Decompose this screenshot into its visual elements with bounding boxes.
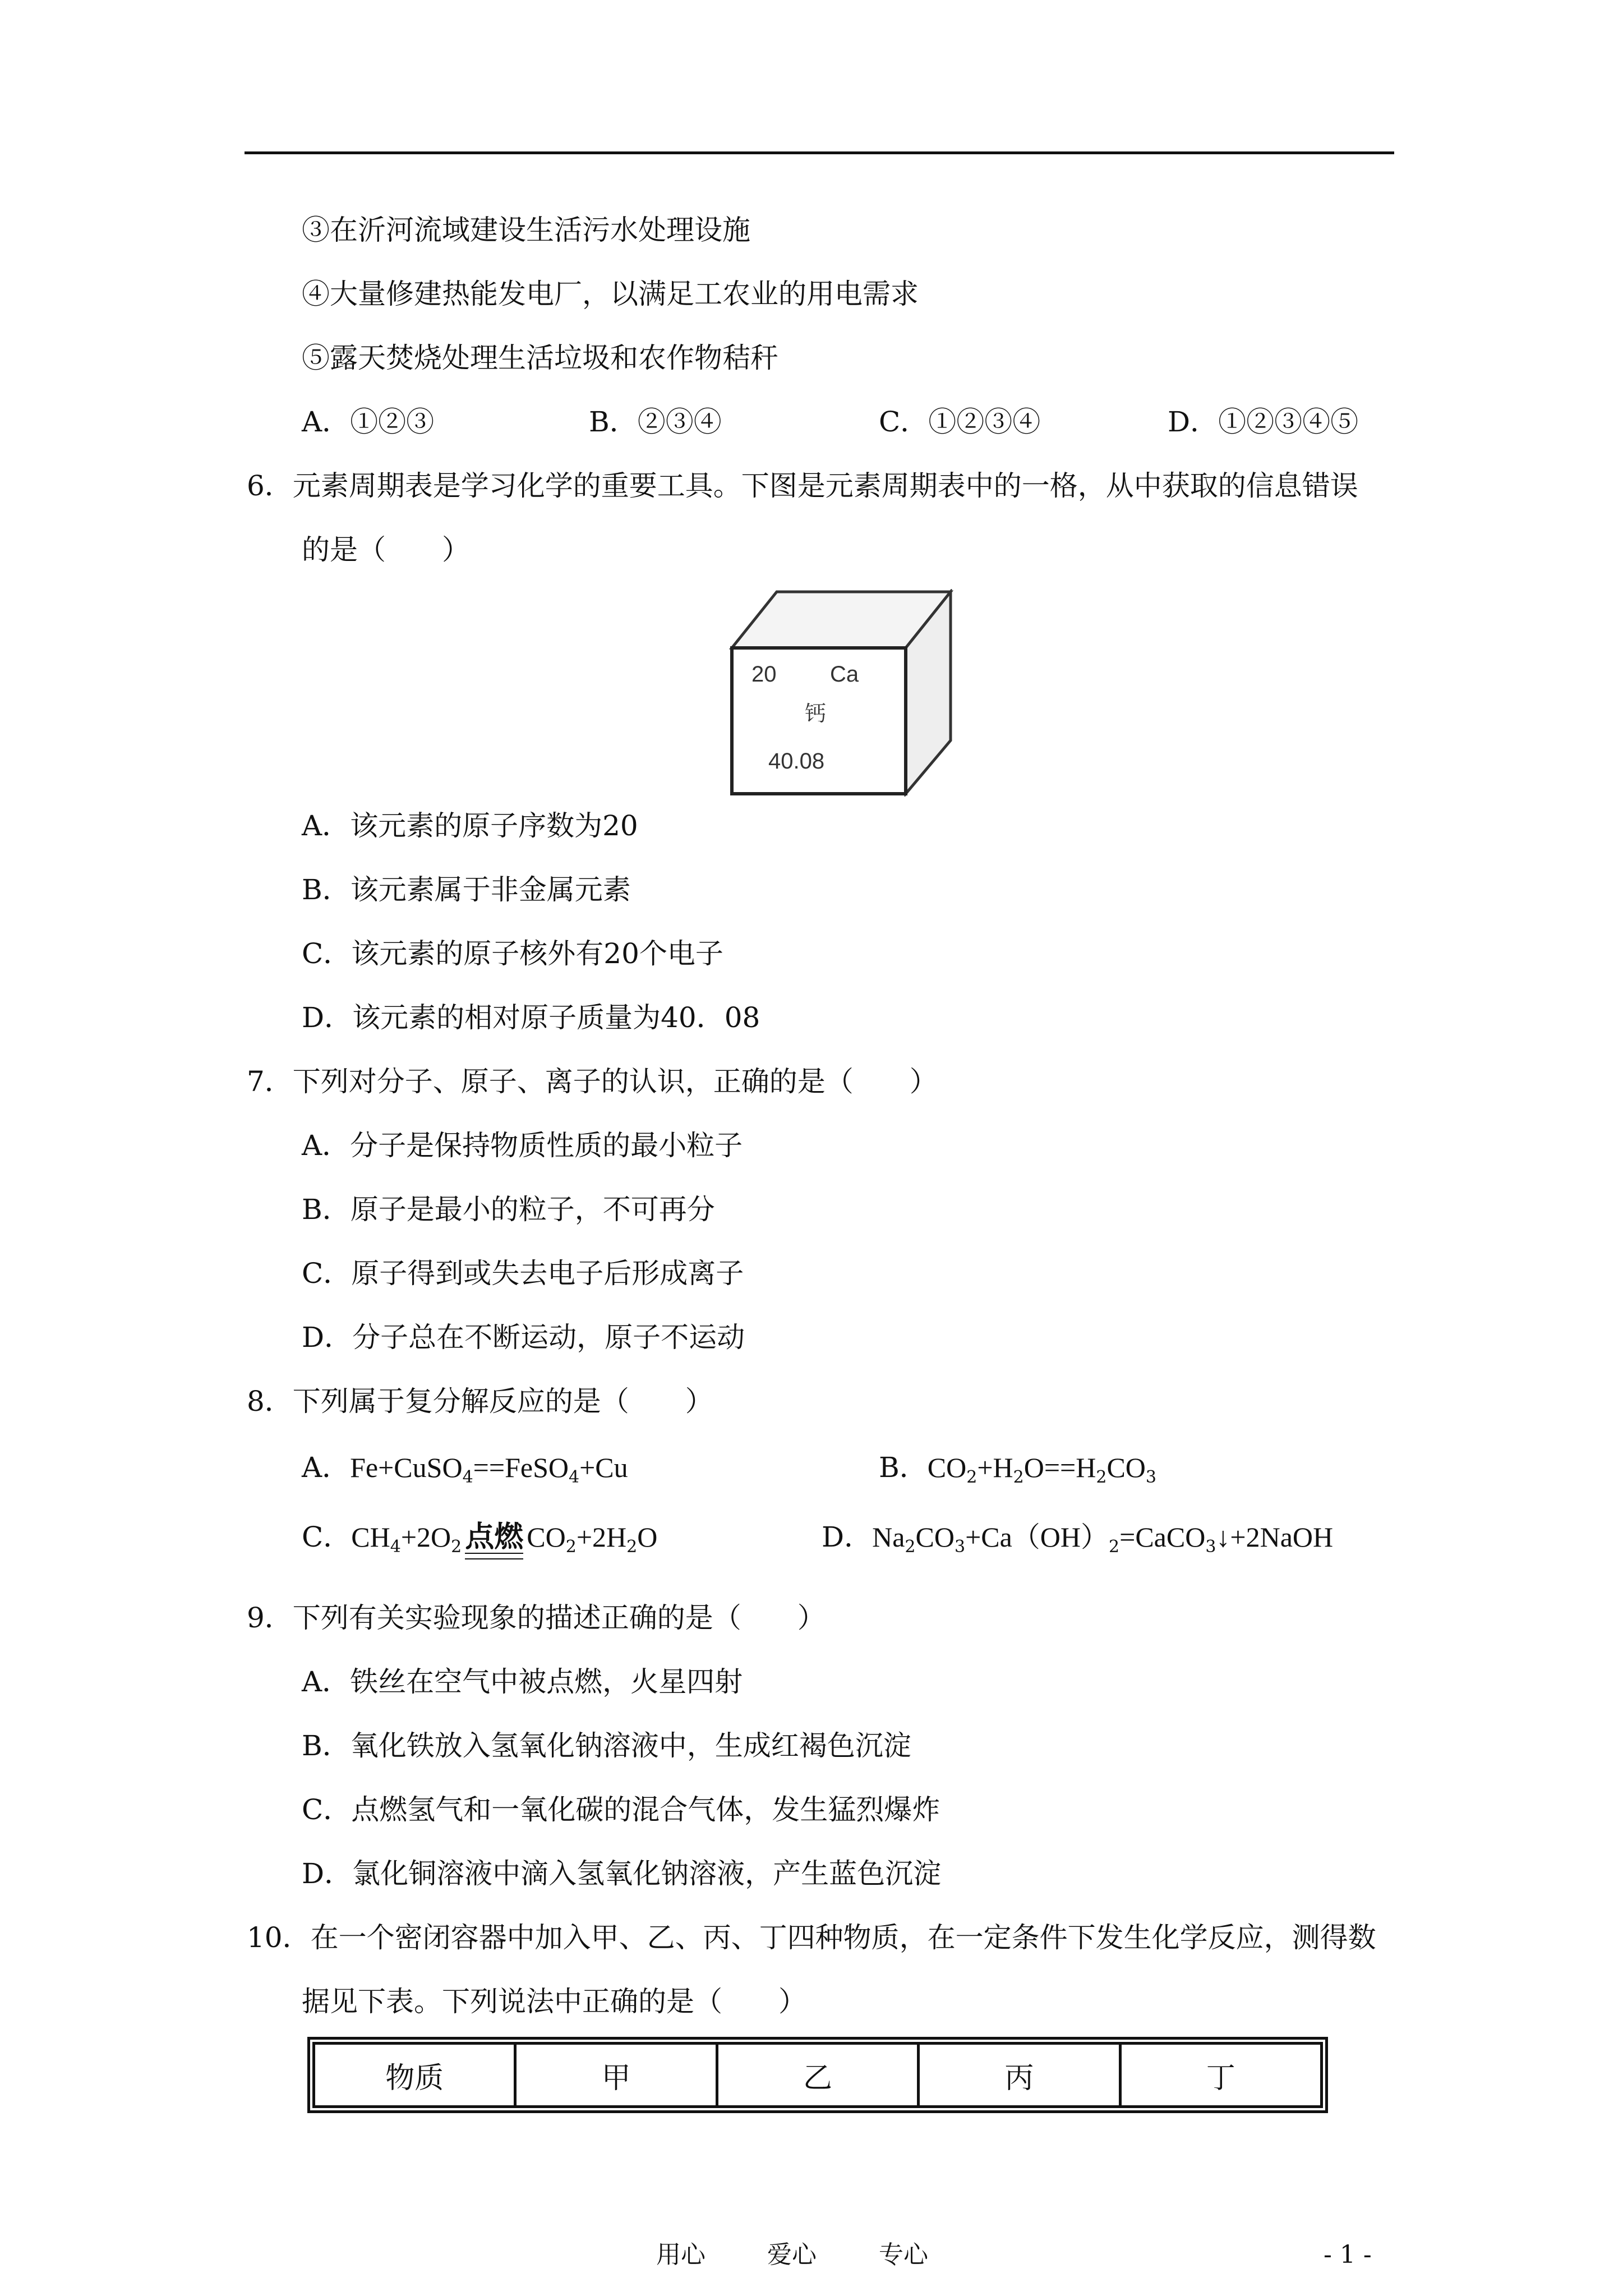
- formula-part: CO: [527, 1521, 566, 1553]
- cell-element-name: 钙: [805, 701, 827, 726]
- footer-motto-1: 用心: [656, 2240, 706, 2269]
- q9-option-d: D．氯化铜溶液中滴入氢氧化钠溶液，产生蓝色沉淀: [302, 1857, 942, 1890]
- q8-option-d: [822, 1520, 1333, 1564]
- cell-atomic-number: 20: [751, 662, 777, 687]
- q8-option-a: [302, 1451, 628, 1494]
- q9-stem: 9．下列有关实验现象的描述正确的是（ ）: [247, 1602, 826, 1634]
- list-item: ⑤露天焚烧处理生活垃圾和农作物秸秆: [302, 342, 778, 374]
- formula-part: O==H: [1023, 1452, 1096, 1483]
- footer-motto-2: 爱心: [767, 2240, 817, 2269]
- table-header-cell: 乙: [717, 2044, 918, 2107]
- subscript: 2: [565, 1537, 577, 1557]
- q7-option-d: D．分子总在不断运动，原子不运动: [302, 1321, 745, 1354]
- q8-stem: 8．下列属于复分解反应的是（ ）: [247, 1385, 713, 1418]
- periodic-table-cell-figure: [729, 589, 953, 797]
- table-header-row: [314, 2044, 1322, 2107]
- subscript: 3: [1145, 1467, 1156, 1487]
- q7-option-c: C．原子得到或失去电子后形成离子: [302, 1257, 744, 1290]
- header-rule: [245, 151, 1394, 154]
- formula-part: +2O: [400, 1521, 451, 1553]
- table-header-cell: 丙: [919, 2044, 1120, 2107]
- q7-option-a: A．分子是保持物质性质的最小粒子: [302, 1129, 743, 1162]
- q10-stem: 10．在一个密闭容器中加入甲、乙、丙、丁四种物质，在一定条件下发生化学反应，测得数: [247, 1921, 1376, 1954]
- formula-part: =CaCO: [1119, 1521, 1206, 1553]
- page-number: - 1 -: [1324, 2240, 1372, 2269]
- reaction-condition: 点燃: [465, 1520, 524, 1554]
- subscript: 2: [1109, 1537, 1120, 1557]
- formula-part: +H: [977, 1452, 1013, 1483]
- subscript: 2: [626, 1537, 638, 1557]
- formula-part: Fe+CuSO: [350, 1452, 463, 1483]
- subscript: 4: [568, 1467, 580, 1487]
- subscript: 2: [966, 1467, 978, 1487]
- subscript: 3: [1205, 1537, 1216, 1557]
- q9-option-b: B．氧化铁放入氢氧化钠溶液中，生成红褐色沉淀: [302, 1729, 911, 1762]
- formula-part: +2H: [576, 1521, 627, 1553]
- formula-part: +Cu: [579, 1452, 628, 1483]
- q6-option-c: C．该元素的原子核外有20个电子: [302, 937, 723, 970]
- q6-option-d: D．该元素的相对原子质量为40．08: [302, 1001, 760, 1034]
- table-header-cell: 物质: [314, 2044, 515, 2107]
- list-item: ③在沂河流域建设生活污水处理设施: [302, 214, 750, 246]
- subscript: 4: [462, 1467, 473, 1487]
- q6-stem-cont: 的是（ ）: [302, 533, 470, 566]
- table-header-cell: 丁: [1120, 2044, 1321, 2107]
- q5-option-c: C．①②③④: [879, 406, 1041, 438]
- formula-part: CO: [927, 1452, 967, 1483]
- q6-option-b: B．该元素属于非金属元素: [302, 873, 631, 906]
- footer-motto-3: 专心: [879, 2240, 928, 2269]
- q7-option-b: B．原子是最小的粒子，不可再分: [302, 1193, 715, 1226]
- option-prefix: C．: [302, 1521, 352, 1553]
- substance-data-table: [312, 2042, 1323, 2108]
- formula-part: CH: [351, 1521, 390, 1553]
- subscript: 2: [451, 1537, 462, 1557]
- q9-option-c: C．点燃氢气和一氧化碳的混合气体，发生猛烈爆炸: [302, 1793, 940, 1826]
- subscript: 4: [390, 1537, 401, 1557]
- q6-stem: 6．元素周期表是学习化学的重要工具。下图是元素周期表中的一格，从中获取的信息错误: [247, 470, 1358, 502]
- formula-part: O: [637, 1521, 658, 1553]
- q8-option-b: [879, 1451, 1156, 1494]
- subscript: 2: [1013, 1467, 1024, 1487]
- q5-option-a: A．①②③: [302, 406, 435, 438]
- q7-stem: 7．下列对分子、原子、离子的认识，正确的是（ ）: [247, 1065, 938, 1098]
- list-item: ④大量修建热能发电厂，以满足工农业的用电需求: [302, 278, 919, 310]
- formula-part: CO: [1106, 1452, 1146, 1483]
- q8-option-c: [302, 1520, 657, 1564]
- subscript: 3: [954, 1537, 966, 1557]
- subscript: 2: [1096, 1467, 1107, 1487]
- cell-symbol: Ca: [830, 662, 859, 687]
- q10-stem-cont: 据见下表。下列说法中正确的是（ ）: [302, 1985, 806, 2018]
- q6-option-a: A．该元素的原子序数为20: [302, 809, 638, 842]
- q9-option-a: A．铁丝在空气中被点燃，火星四射: [302, 1665, 743, 1698]
- option-prefix: B．: [879, 1451, 928, 1484]
- formula-part: ↓+2NaOH: [1216, 1521, 1334, 1553]
- formula-part: ==FeSO: [473, 1452, 569, 1483]
- option-prefix: D．: [822, 1521, 873, 1553]
- formula-part: CO: [915, 1521, 955, 1553]
- option-prefix: A．: [302, 1451, 351, 1484]
- q5-option-d: D．①②③④⑤: [1168, 406, 1359, 438]
- formula-part: Na: [872, 1521, 905, 1553]
- cell-atomic-mass: 40.08: [768, 749, 825, 774]
- formula-part: +Ca（OH）: [965, 1521, 1109, 1553]
- table-header-cell: 甲: [515, 2044, 717, 2107]
- subscript: 2: [905, 1537, 916, 1557]
- q5-option-b: B．②③④: [589, 406, 722, 438]
